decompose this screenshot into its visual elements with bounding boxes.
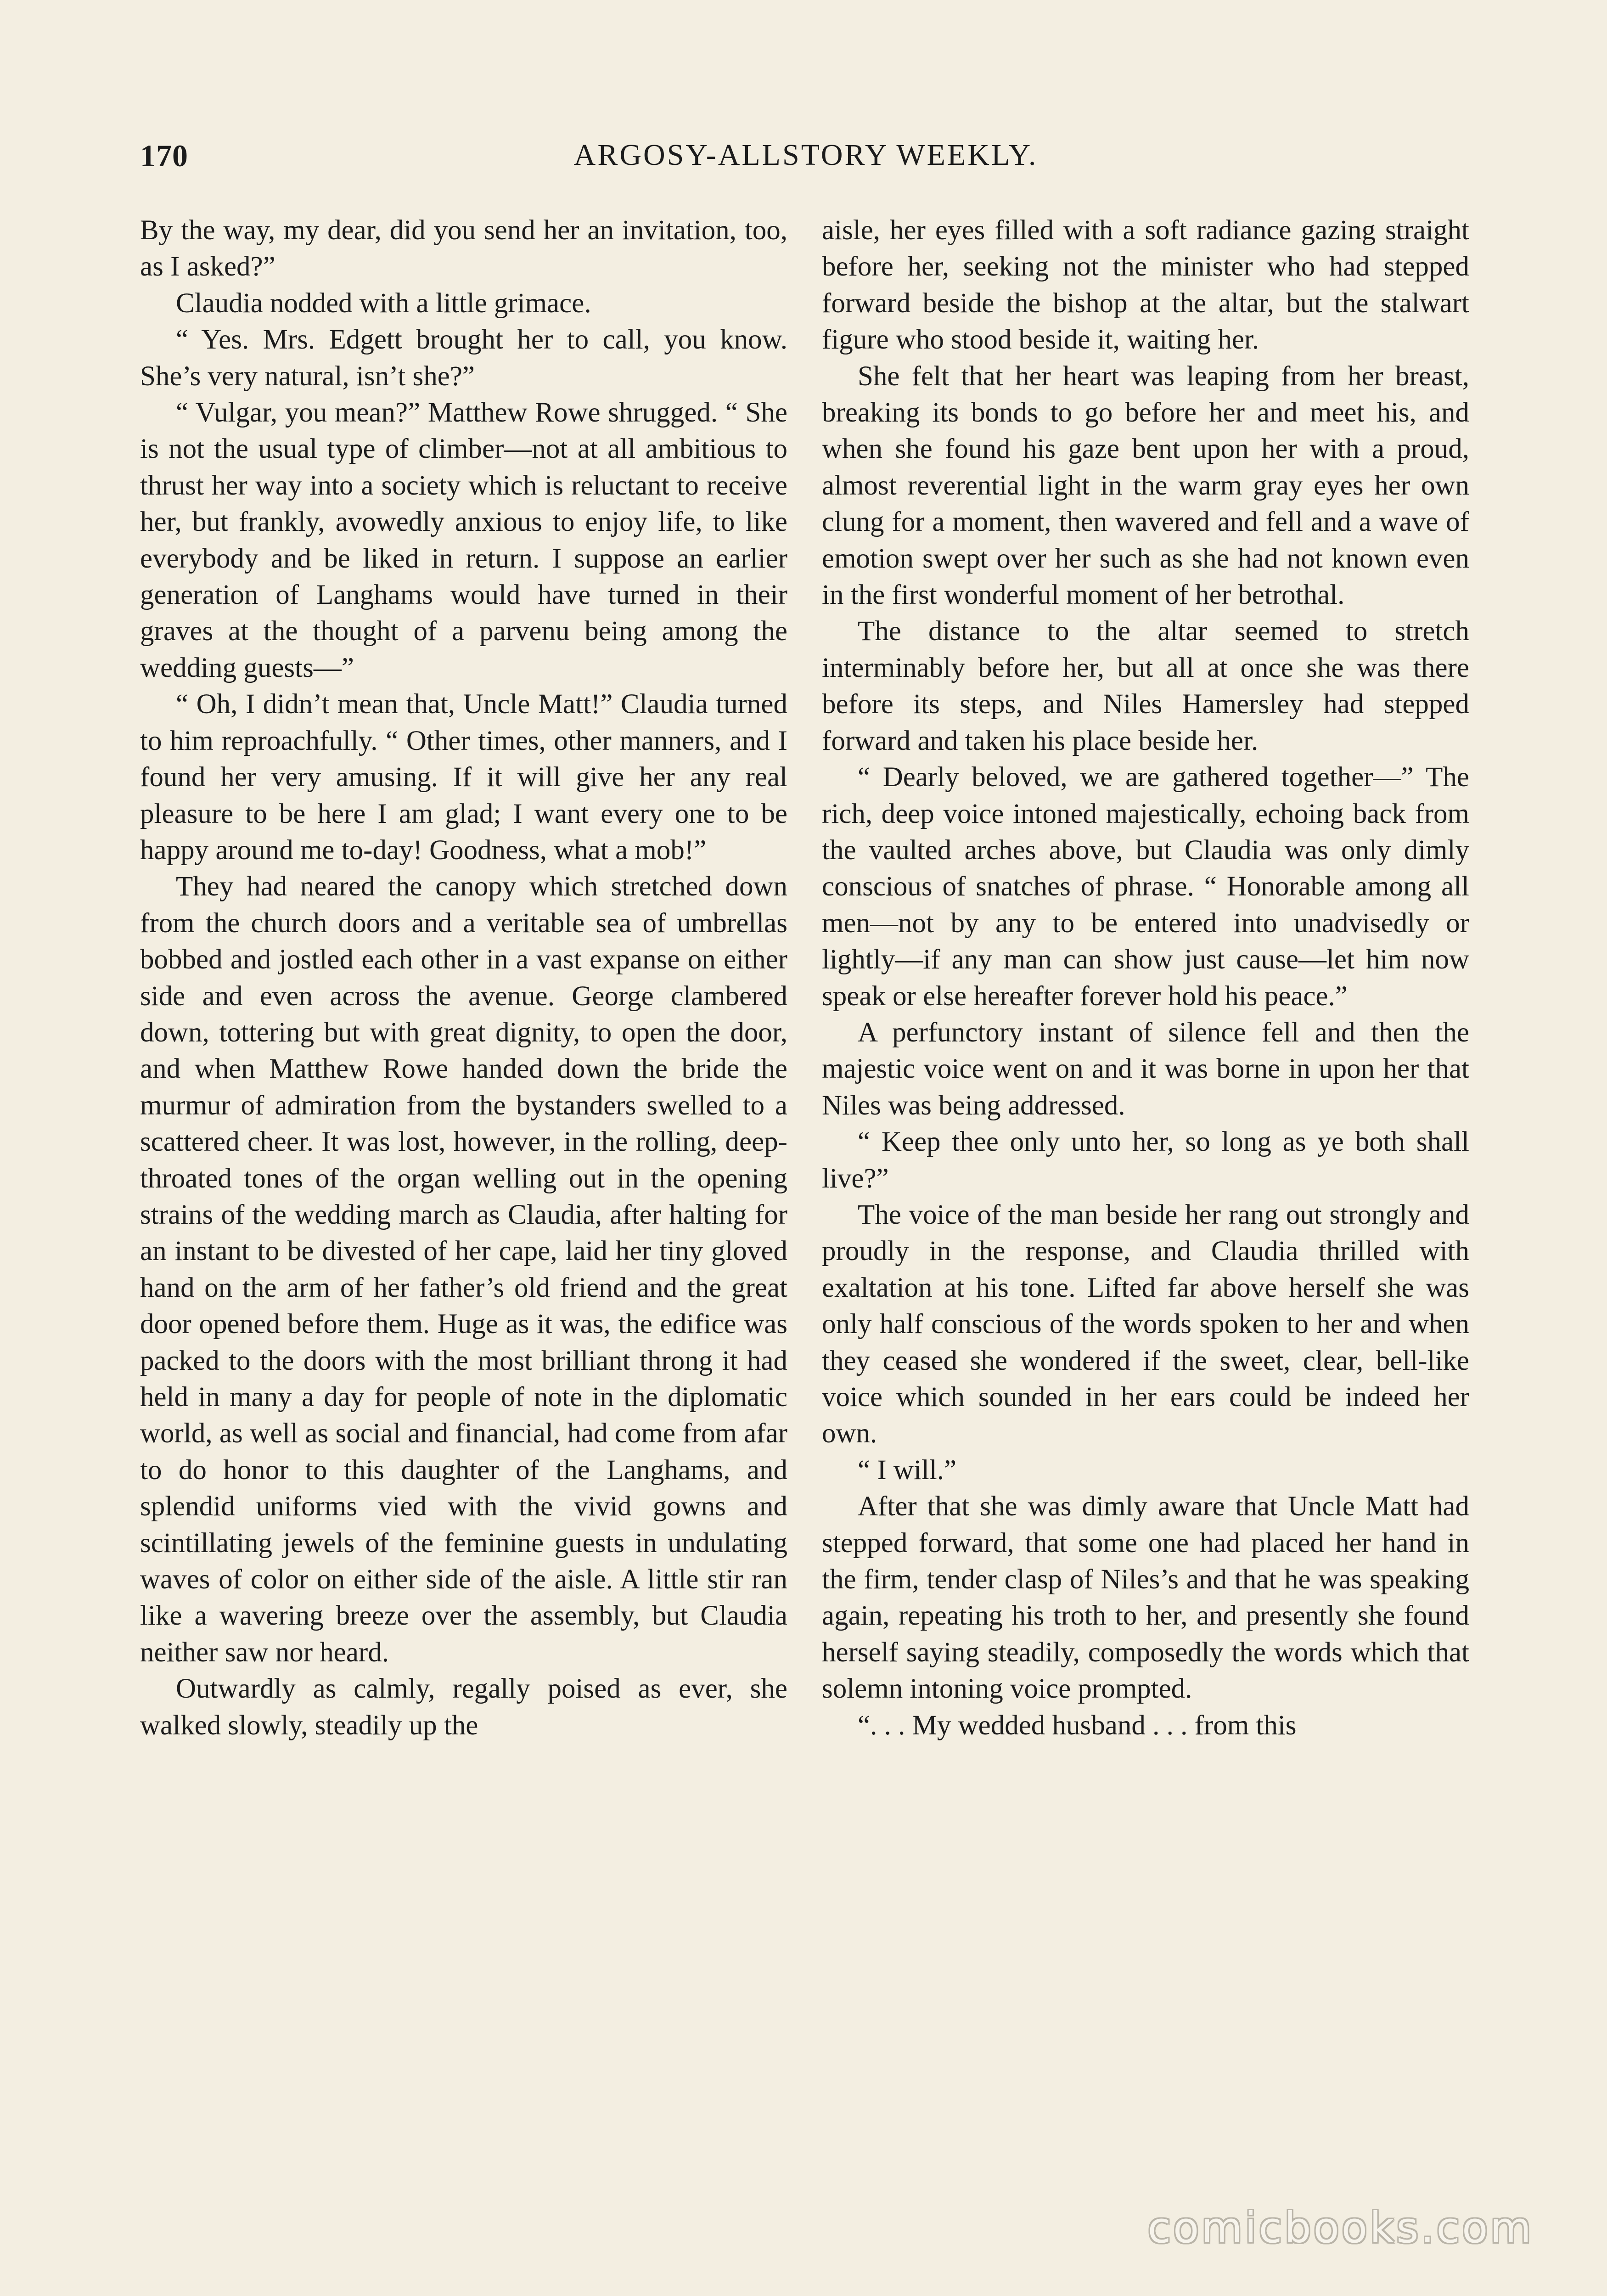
paragraph: She felt that her heart was leaping from her breast, breaking its bonds to go before her and meet his, and when she found his gaze bent upon her with a proud, almost reverential light in the warm gray eyes her own clung for a moment, then wavered and fell and a wave of emotion swept over her such as she had not known even in the first wonderful moment of her betrothal.: [822, 360, 1469, 611]
paragraph: aisle, her eyes filled with a soft radiance gazing straight before her, seeking not the minister who had stepped forward beside the bishop at the altar, but the stalwart figure who stood beside it, waiting her.: [822, 215, 1469, 355]
paragraph: “ Keep thee only unto her, so long as ye both shall live?”: [822, 1126, 1469, 1194]
paragraph: “ Vulgar, you mean?” Matthew Rowe shrugged. “ She is not the usual type of climber—not at all ambitious to thrust her way into a society which is reluctant to receive her, but frankly, avowedly anxious to enjoy life, to like everybody and be liked in return. I suppose an earlier generation of Langhams would have turned in their graves at the thought of a parvenu being among the wedding guests—”: [140, 397, 787, 683]
paragraph: After that she was dimly aware that Uncle Matt had stepped forward, that some one had placed her hand in the firm, tender clasp of Niles’s and that he was speaking again, repeating his troth to her, and presently she found herself saying steadily, composedly the words which that solemn intoning voice prompted.: [822, 1491, 1469, 1705]
paragraph: Outwardly as calmly, regally poised as ever, she walked slowly, steadily up the: [140, 1673, 787, 1741]
paragraph: “ I will.”: [858, 1454, 957, 1486]
left-column: [140, 212, 787, 2164]
running-title: ARGOSY-ALLSTORY WEEKLY.: [573, 138, 1038, 172]
right-column: [822, 212, 1469, 2164]
watermark: comicbooks.com: [1147, 2203, 1534, 2252]
paragraph: A perfunctory instant of silence fell and then the majestic voice went on and it was borne in upon her that Niles was being addressed.: [822, 1017, 1469, 1121]
paragraph: Claudia nodded with a little grimace.: [176, 287, 591, 319]
paragraph: “. . . My wedded husband . . . from this: [858, 1710, 1297, 1741]
paragraph: “ Dearly beloved, we are gathered together—” The rich, deep voice intoned majestically, echoing back from the vaulted arches above, but Claudia was only dimly conscious of snatches of phrase. “ Honorable among all men—not by any to be entered into unadvisedly or lightly—if any man can show just cause—let him now speak or else hereafter forever hold his peace.”: [822, 762, 1469, 1012]
paragraph: “ Yes. Mrs. Edgett brought her to call, you know. She’s very natural, isn’t she?”: [140, 324, 787, 392]
page-number: 170: [140, 138, 188, 173]
paragraph: The voice of the man beside her rang out strongly and proudly in the response, and Claudia thrilled with exaltation at his tone. Lifted far above herself she was only half conscious of the words spoken to her and when they ceased she wondered if the sweet, clear, bell-like voice which sounded in her ears could be indeed her own.: [822, 1199, 1469, 1449]
paragraph: “ Oh, I didn’t mean that, Uncle Matt!” Claudia turned to him reproachfully. “ Other times, other manners, and I found her very amusing. If it will give her any real pleasure to be here I am glad; I want every one to be happy around me to-day! Goodness, what a mob!”: [140, 689, 787, 866]
page-header: [140, 138, 1472, 188]
paragraph: They had neared the canopy which stretched down from the church doors and a veritable sea of umbrellas bobbed and jostled each other in a vast expanse on either side and even across the avenue. George clambered down, tottering but with great dignity, to open the door, and when Matthew Rowe handed down the bride the murmur of admiration from the bystanders swelled to a scattered cheer. It was lost, however, in the rolling, deep-throated tones of the organ welling out in the opening strains of the wedding march as Claudia, after halting for an instant to be divested of her cape, laid her tiny gloved hand on the arm of her father’s old friend and the great door opened before them. Huge as it was, the edifice was packed to the doors with the most brilliant throng it had held in many a day for people of note in the diplomatic world, as well as social and financial, had come from afar to do honor to this daughter of the Langhams, and splendid uniforms vied with the vivid gowns and scintillating jewels of the feminine guests in undulating waves of color on either side of the aisle. A little stir ran like a wavering breeze over the assembly, but Claudia neither saw nor heard.: [140, 871, 787, 1668]
paragraph: The distance to the altar seemed to stretch interminably before her, but all at once she was there before its steps, and Niles Hamersley had stepped forward and taken his place beside her.: [822, 616, 1469, 756]
paragraph: By the way, my dear, did you send her an invitation, too, as I asked?”: [140, 215, 787, 282]
